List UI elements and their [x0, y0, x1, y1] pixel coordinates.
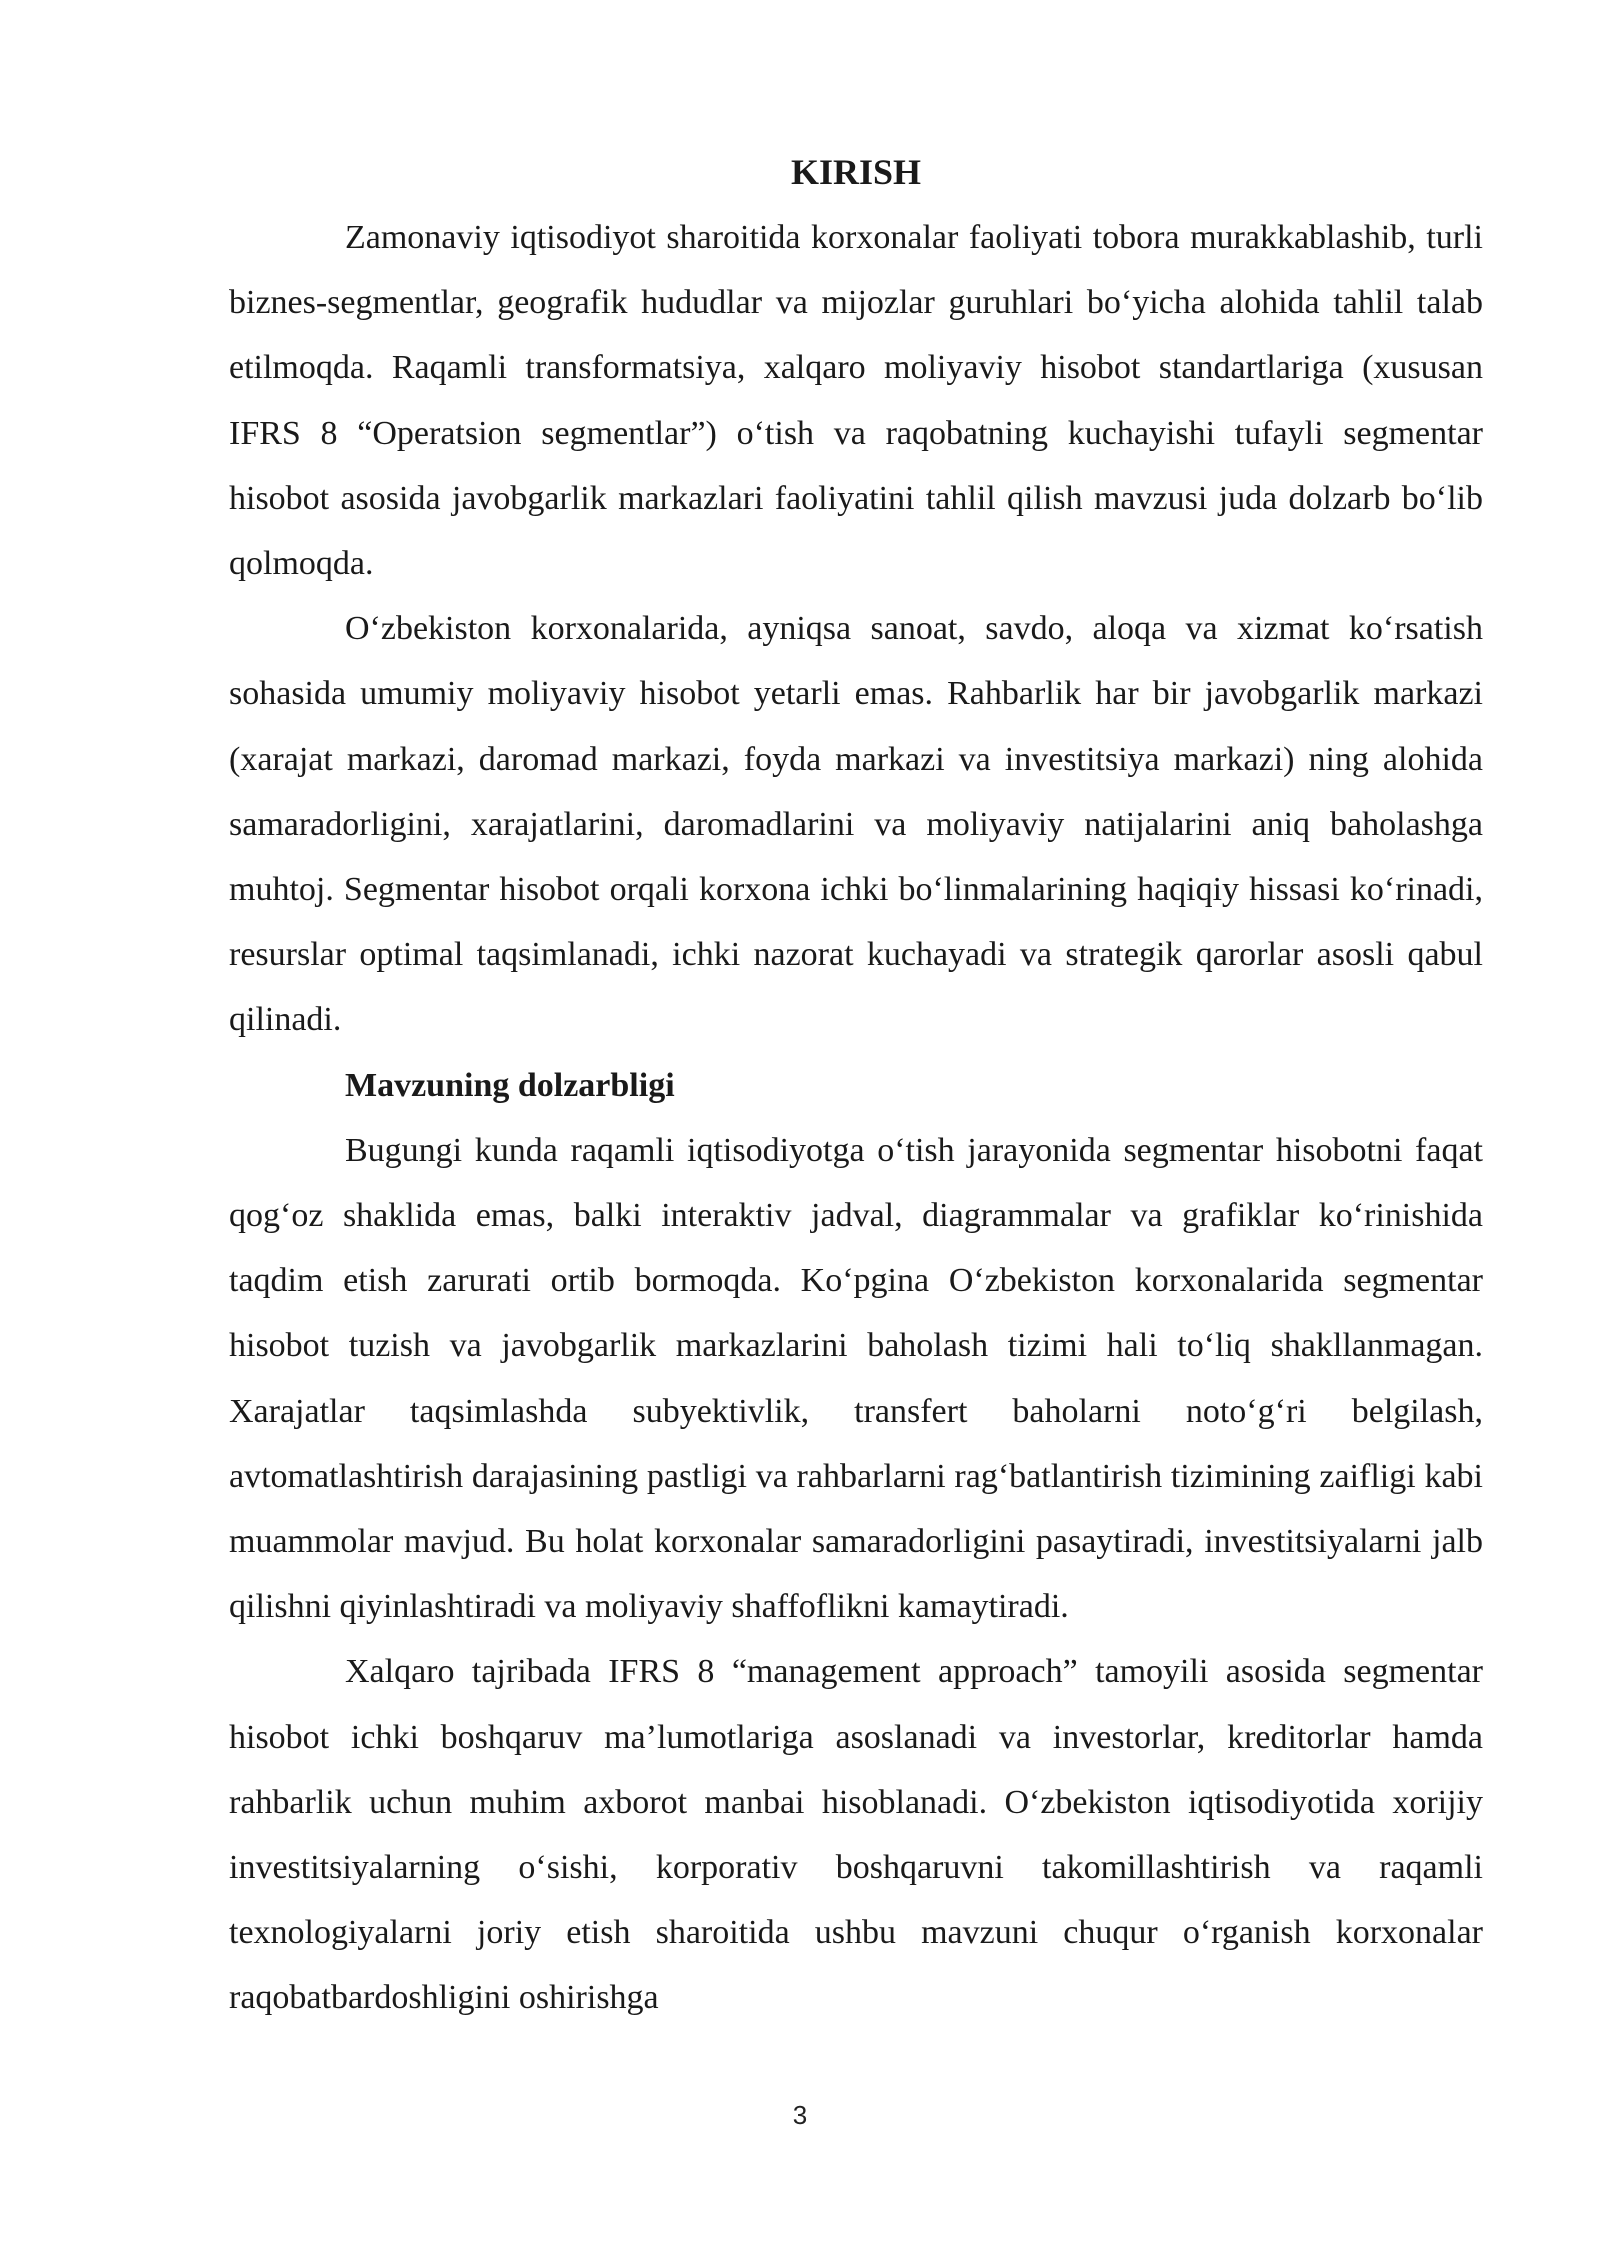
document-page	[229, 140, 1483, 2031]
paragraph-intro: Zamonaviy iqtisodiyot sharoitida korxonalar faoliyati tobora murakkablashib, turli biznes-segmentlar, geografik hududlar va mijozlar guruhlari bo‘yicha alohida tahlil talab etilmoqda. Raqamli transformatsiya, xalqaro moliyaviy hisobot standartlariga (xususan IFRS 8 “Operatsion segmentlar”) o‘tish va raqobatning kuchayishi tufayli segmentar hisobot asosida javobgarlik markazlari faoliyatini tahlil qilish mavzusi juda dolzarb bo‘lib qolmoqda.	[229, 219, 1483, 583]
section-heading: Mavzuning dolzarbligi	[345, 1066, 675, 1104]
document-title: KIRISH	[790, 152, 922, 192]
paragraph-international: Xalqaro tajribada IFRS 8 “management approach” tamoyili asosida segmentar hisobot ichki boshqaruv ma’lumotlariga asoslanadi va investorlar, kreditorlar hamda rahbarlik uchun muhim axborot manbai hisoblanadi. O‘zbekiston iqtisodiyotida xorijiy investitsiyalarning o‘sishi, korporativ boshqaruvni takomillashtirish va raqamli texnologiyalarni joriy etish sharoitida ushbu mavzuni chuqur o‘rganish korxonalar raqobatbardoshligini oshirishga	[229, 1653, 1483, 2017]
page-number: 3	[792, 2100, 808, 2130]
paragraph-relevance: Bugungi kunda raqamli iqtisodiyotga o‘tish jarayonida segmentar hisobotni faqat qog‘oz shaklida emas, balki interaktiv jadval, diagrammalar va grafiklar ko‘rinishida taqdim etish zarurati ortib bormoqda. Ko‘pgina O‘zbekiston korxonalarida segmentar hisobot tuzish va javobgarlik markazlarini baholash tizimi hali to‘liq shakllanmagan. Xarajatlar taqsimlashda subyektivlik, transfert baholarni noto‘g‘ri belgilash, avtomatlashtirish darajasining pastligi va rahbarlarni rag‘batlantirish tizimining zaifligi kabi muammolar mavjud. Bu holat korxonalar samaradorligini pasaytiradi, investitsiyalarni jalb qilishni qiyinlashtiradi va moliyaviy shaffoflikni kamaytiradi.	[229, 1131, 1483, 1626]
paragraph-uzbekistan: O‘zbekiston korxonalarida, ayniqsa sanoat, savdo, aloqa va xizmat ko‘rsatish sohasida umumiy moliyaviy hisobot yetarli emas. Rahbarlik har bir javobgarlik markazi (xarajat markazi, daromad markazi, foyda markazi va investitsiya markazi) ning alohida samaradorligini, xarajatlarini, daromadlarini va moliyaviy natijalarini aniq baholashga muhtoj. Segmentar hisobot orqali korxona ichki bo‘linmalarining haqiqiy hissasi ko‘rinadi, resurslar optimal taqsimlanadi, ichki nazorat kuchayadi va strategik qarorlar asosli qabul qilinadi.	[229, 610, 1483, 1039]
